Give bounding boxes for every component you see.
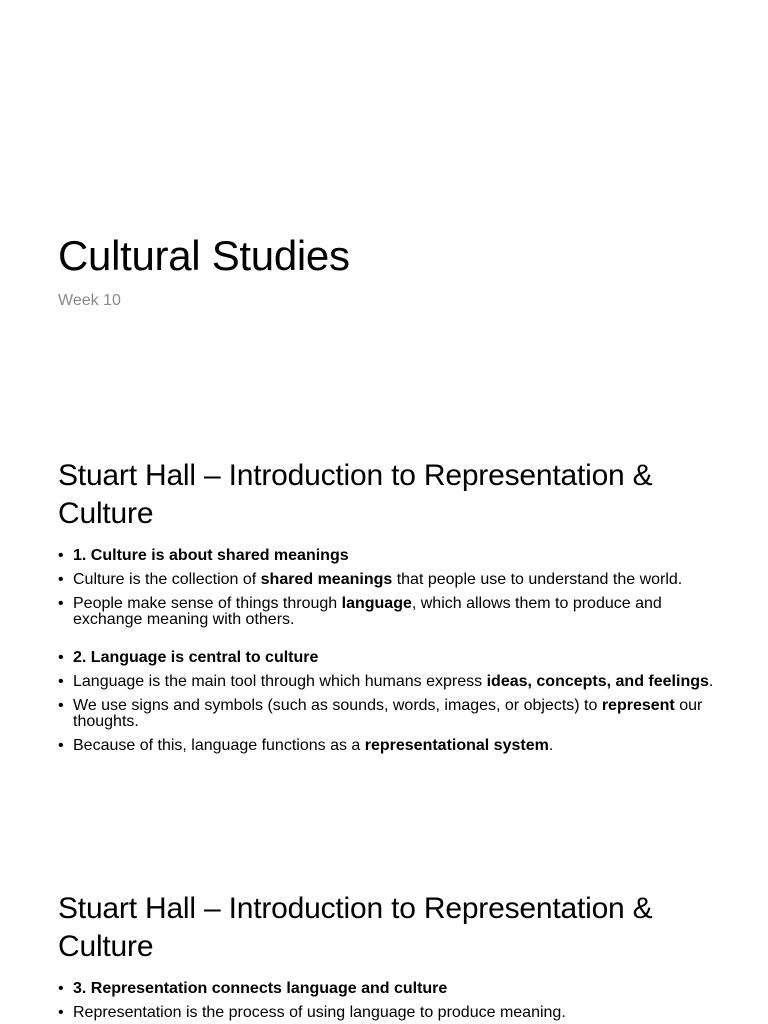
page-title: Cultural Studies [58,232,350,279]
slide-2-heading-line-1: Stuart Hall – Introduction to Representation & [58,459,653,492]
bullet-gap [58,628,718,642]
bullet-bold-text: language [341,595,412,612]
bullet-item [58,596,718,628]
bullet-text: our thoughts. [73,697,703,730]
slide-3-heading-line-1: Stuart Hall – Introduction to Representation & [58,892,653,925]
bullet-dot: • [58,547,64,564]
bullet-item [58,1005,718,1021]
bullet-dot: • [58,980,64,997]
bullet-item [58,572,718,588]
bullet-bold-text: ideas, concepts, and feelings [486,673,709,690]
bullet-text: We use signs and symbols (such as sounds, words, images, or objects) to [73,697,602,714]
bullet-dot: • [58,1004,64,1021]
bullet-bold-text: represent [601,697,675,714]
bullet-item [58,738,718,754]
bullet-text: that people use to understand the world. [392,571,683,588]
bullet-dot: • [58,595,64,612]
bullet-dot: • [58,737,64,754]
bullet-dot: • [58,673,64,690]
slide-3-bullet-list [58,981,718,1021]
slide-2-heading [58,457,738,533]
page-subtitle: Week 10 [58,292,121,309]
bullet-text: Because of this, language functions as a [73,737,365,754]
bullet-item [58,674,718,690]
bullet-bold-text: 1. Culture is about shared meanings [73,547,349,564]
slide-3-heading-line-2: Culture [58,930,154,963]
slide-3-heading [58,890,738,966]
bullet-text: Culture is the collection of [73,571,261,588]
bullet-text: . [548,737,554,754]
bullet-bold-text: 2. Language is central to culture [73,649,319,666]
bullet-dot: • [58,649,64,666]
slide-2-bullet-list [58,548,718,754]
bullet-text: , which allows them to produce and exchange meaning with others. [73,595,662,628]
bullet-bold-text: shared meanings [260,571,393,588]
bullet-item [58,698,718,730]
bullet-dot: • [58,571,64,588]
bullet-item [58,650,718,666]
bullet-bold-text: 3. Representation connects language and culture [73,980,448,997]
bullet-item [58,548,718,564]
bullet-item [58,981,718,997]
bullet-text: Representation is the process of using language to produce meaning. [73,1004,566,1021]
bullet-text: Language is the main tool through which humans express [73,673,487,690]
bullet-bold-text: representational system [364,737,549,754]
bullet-text: . [708,673,714,690]
bullet-dot: • [58,697,64,714]
bullet-text: People make sense of things through [73,595,342,612]
slide-2-heading-line-2: Culture [58,497,154,530]
